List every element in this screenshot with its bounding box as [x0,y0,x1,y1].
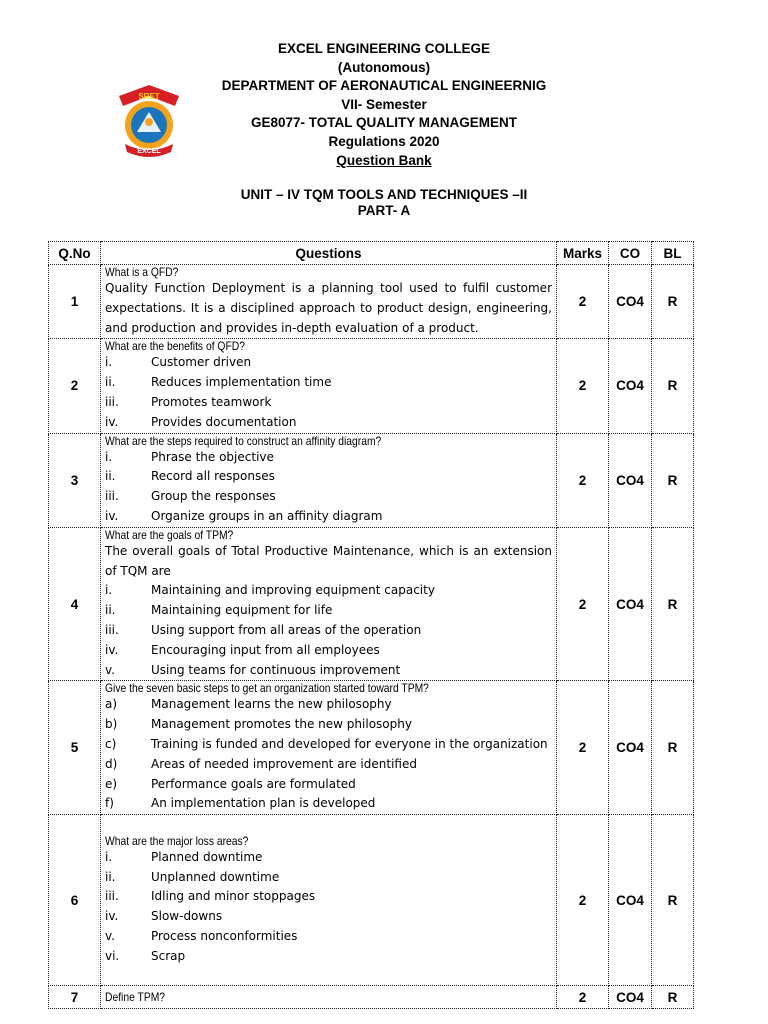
question-cell [101,681,557,815]
semester-label: VII- Semester [341,96,427,112]
question-cell [101,433,557,527]
question-title: Give the seven basic steps to get an organization started toward TPM? [105,681,429,696]
question-title: What are the major loss areas? [105,833,249,848]
co-value: CO4 [609,815,652,986]
autonomous-label: (Autonomous) [337,59,431,75]
question-cell [101,815,557,986]
answer-item [105,413,552,433]
item-text: Encouraging input from all employees [151,642,380,657]
question-number: 4 [49,527,101,681]
item-text: Process nonconformities [151,928,298,943]
college-name: EXCEL ENGINEERING COLLEGE [277,41,491,56]
marks-value: 2 [557,815,609,986]
answer-item [105,393,552,413]
table-row [49,527,694,681]
item-marker: i. [105,355,113,370]
answer-item [105,907,552,927]
item-marker: vi. [105,948,120,963]
co-header: CO [609,242,652,265]
answer-item [105,794,552,814]
question-number: 5 [49,681,101,815]
question-number: 2 [49,339,101,433]
table-row [49,986,694,1009]
question-title: What are the steps required to construct an affinity diagram? [105,433,382,448]
answer-item [105,735,552,755]
answer-item [105,947,552,967]
item-marker: e) [105,776,118,791]
item-text: An implementation plan is developed [151,796,376,811]
item-text: Group the responses [151,489,276,504]
marks-value: 2 [557,681,609,815]
unit-heading [0,187,768,219]
item-text: Management promotes the new philosophy [151,717,412,732]
item-marker: iv. [105,642,119,657]
question-number: 1 [49,265,101,339]
co-value: CO4 [609,339,652,433]
answer-item [105,353,552,373]
logo-flame-icon [145,118,153,126]
question-number: 6 [49,815,101,986]
question-number: 7 [49,986,101,1009]
marks-value: 2 [557,527,609,681]
question-cell [101,339,557,433]
item-text: Unplanned downtime [151,869,280,884]
item-marker: i. [105,849,113,864]
part-label: PART- A [357,203,411,218]
item-text: Organize groups in an affinity diagram [151,508,383,523]
item-text: Phrase the objective [151,449,274,464]
logo-ribbon-text: EXCEL [137,148,161,155]
item-text: Using teams for continuous improvement [151,662,401,677]
question-title: What are the goals of TPM? [105,527,234,542]
item-text: Provides documentation [151,414,297,429]
answer-item [105,775,552,795]
answer-item [105,848,552,868]
answer-item [105,601,552,621]
co-value: CO4 [609,527,652,681]
answer-item [105,755,552,775]
item-marker: iii. [105,489,119,504]
item-text: Planned downtime [151,849,263,864]
item-text: Training is funded and developed for everyone in the organization [151,736,548,751]
answer-item [105,715,552,735]
bl-value: R [652,815,694,986]
bl-value: R [652,265,694,339]
bl-value: R [652,527,694,681]
question-cell [101,265,557,339]
question-bank-table [48,241,694,1009]
table-row [49,815,694,986]
answer-item [105,661,552,681]
item-marker: i. [105,449,113,464]
answer-item [105,621,552,641]
marks-value: 2 [557,986,609,1009]
item-text: Maintaining equipment for life [151,603,333,618]
answer-item [105,373,552,393]
item-text: Using support from all areas of the operation [151,622,422,637]
answer-item [105,868,552,888]
bl-value: R [652,681,694,815]
item-marker: iii. [105,889,119,904]
item-marker: c) [105,736,117,751]
questions-header: Questions [101,242,557,265]
doc-type-label: Question Bank [336,152,432,168]
question-title: What is a QFD? [105,265,179,279]
item-marker: a) [105,697,118,712]
marks-value: 2 [557,433,609,527]
unit-title: UNIT – IV TQM TOOLS AND TECHNIQUES –II [240,187,528,202]
item-text: Slow-downs [151,909,223,924]
item-text: Reduces implementation time [151,375,332,390]
item-text: Idling and minor stoppages [151,889,316,904]
item-marker: ii. [105,375,116,390]
course-title: GE8077- TOTAL QUALITY MANAGEMENT [250,115,518,131]
item-marker: iv. [105,508,119,523]
question-number: 3 [49,433,101,527]
answer-item [105,487,552,507]
qno-header: Q.No [49,242,101,265]
co-value: CO4 [609,681,652,815]
logo-banner-text: SRET [138,92,160,101]
table-row [49,265,694,339]
answer-item [105,641,552,661]
co-value: CO4 [609,433,652,527]
answer-item [105,927,552,947]
table-row [49,681,694,815]
item-text: Scrap [151,948,186,963]
question-cell [101,986,557,1009]
bl-header: BL [652,242,694,265]
bl-value: R [652,433,694,527]
item-text: Maintaining and improving equipment capacity [151,583,435,598]
marks-value: 2 [557,339,609,433]
item-marker: iii. [105,622,119,637]
item-marker: ii. [105,603,116,618]
answer-item [105,448,552,468]
item-marker: iv. [105,414,119,429]
bl-value: R [652,986,694,1009]
college-logo [113,82,185,160]
marks-header: Marks [557,242,609,265]
regulations-label: Regulations 2020 [328,133,440,149]
item-text: Customer driven [151,355,252,370]
item-marker: f) [105,796,114,811]
item-marker: d) [105,756,118,771]
item-text: Areas of needed improvement are identified [151,756,417,771]
item-text: Promotes teamwork [151,394,272,409]
marks-value: 2 [557,265,609,339]
table-row [49,433,694,527]
department-name: DEPARTMENT OF AERONAUTICAL ENGINEERNIG [221,78,547,94]
question-cell [101,527,557,681]
answer-item [105,467,552,487]
bl-value: R [652,339,694,433]
item-text: Record all responses [151,469,275,484]
item-marker: ii. [105,869,116,884]
item-marker: v. [105,662,115,677]
item-marker: i. [105,583,113,598]
co-value: CO4 [609,986,652,1009]
item-marker: ii. [105,469,116,484]
answer-item [105,581,552,601]
item-text: Management learns the new philosophy [151,697,392,712]
answer-item [105,507,552,527]
item-marker: b) [105,717,118,732]
item-marker: iii. [105,394,119,409]
item-text: Performance goals are formulated [151,776,356,791]
table-row [49,339,694,433]
answer-item [105,695,552,715]
question-title: What are the benefits of QFD? [105,339,245,354]
item-marker: v. [105,928,115,943]
table-header-row [49,242,694,265]
college-logo-emblem [113,82,185,160]
answer-text: Quality Function Deployment is a planning tool used to fulfil customer expectations. It is a disciplined approach to product design, engineering, and production and provides in-depth evaluation of a product. [105,281,552,335]
answer-intro: The overall goals of Total Productive Maintenance, which is an extension of TQM are [105,543,552,578]
answer-item [105,887,552,907]
co-value: CO4 [609,265,652,339]
question-title: Define TPM? [105,990,166,1005]
item-marker: iv. [105,909,119,924]
